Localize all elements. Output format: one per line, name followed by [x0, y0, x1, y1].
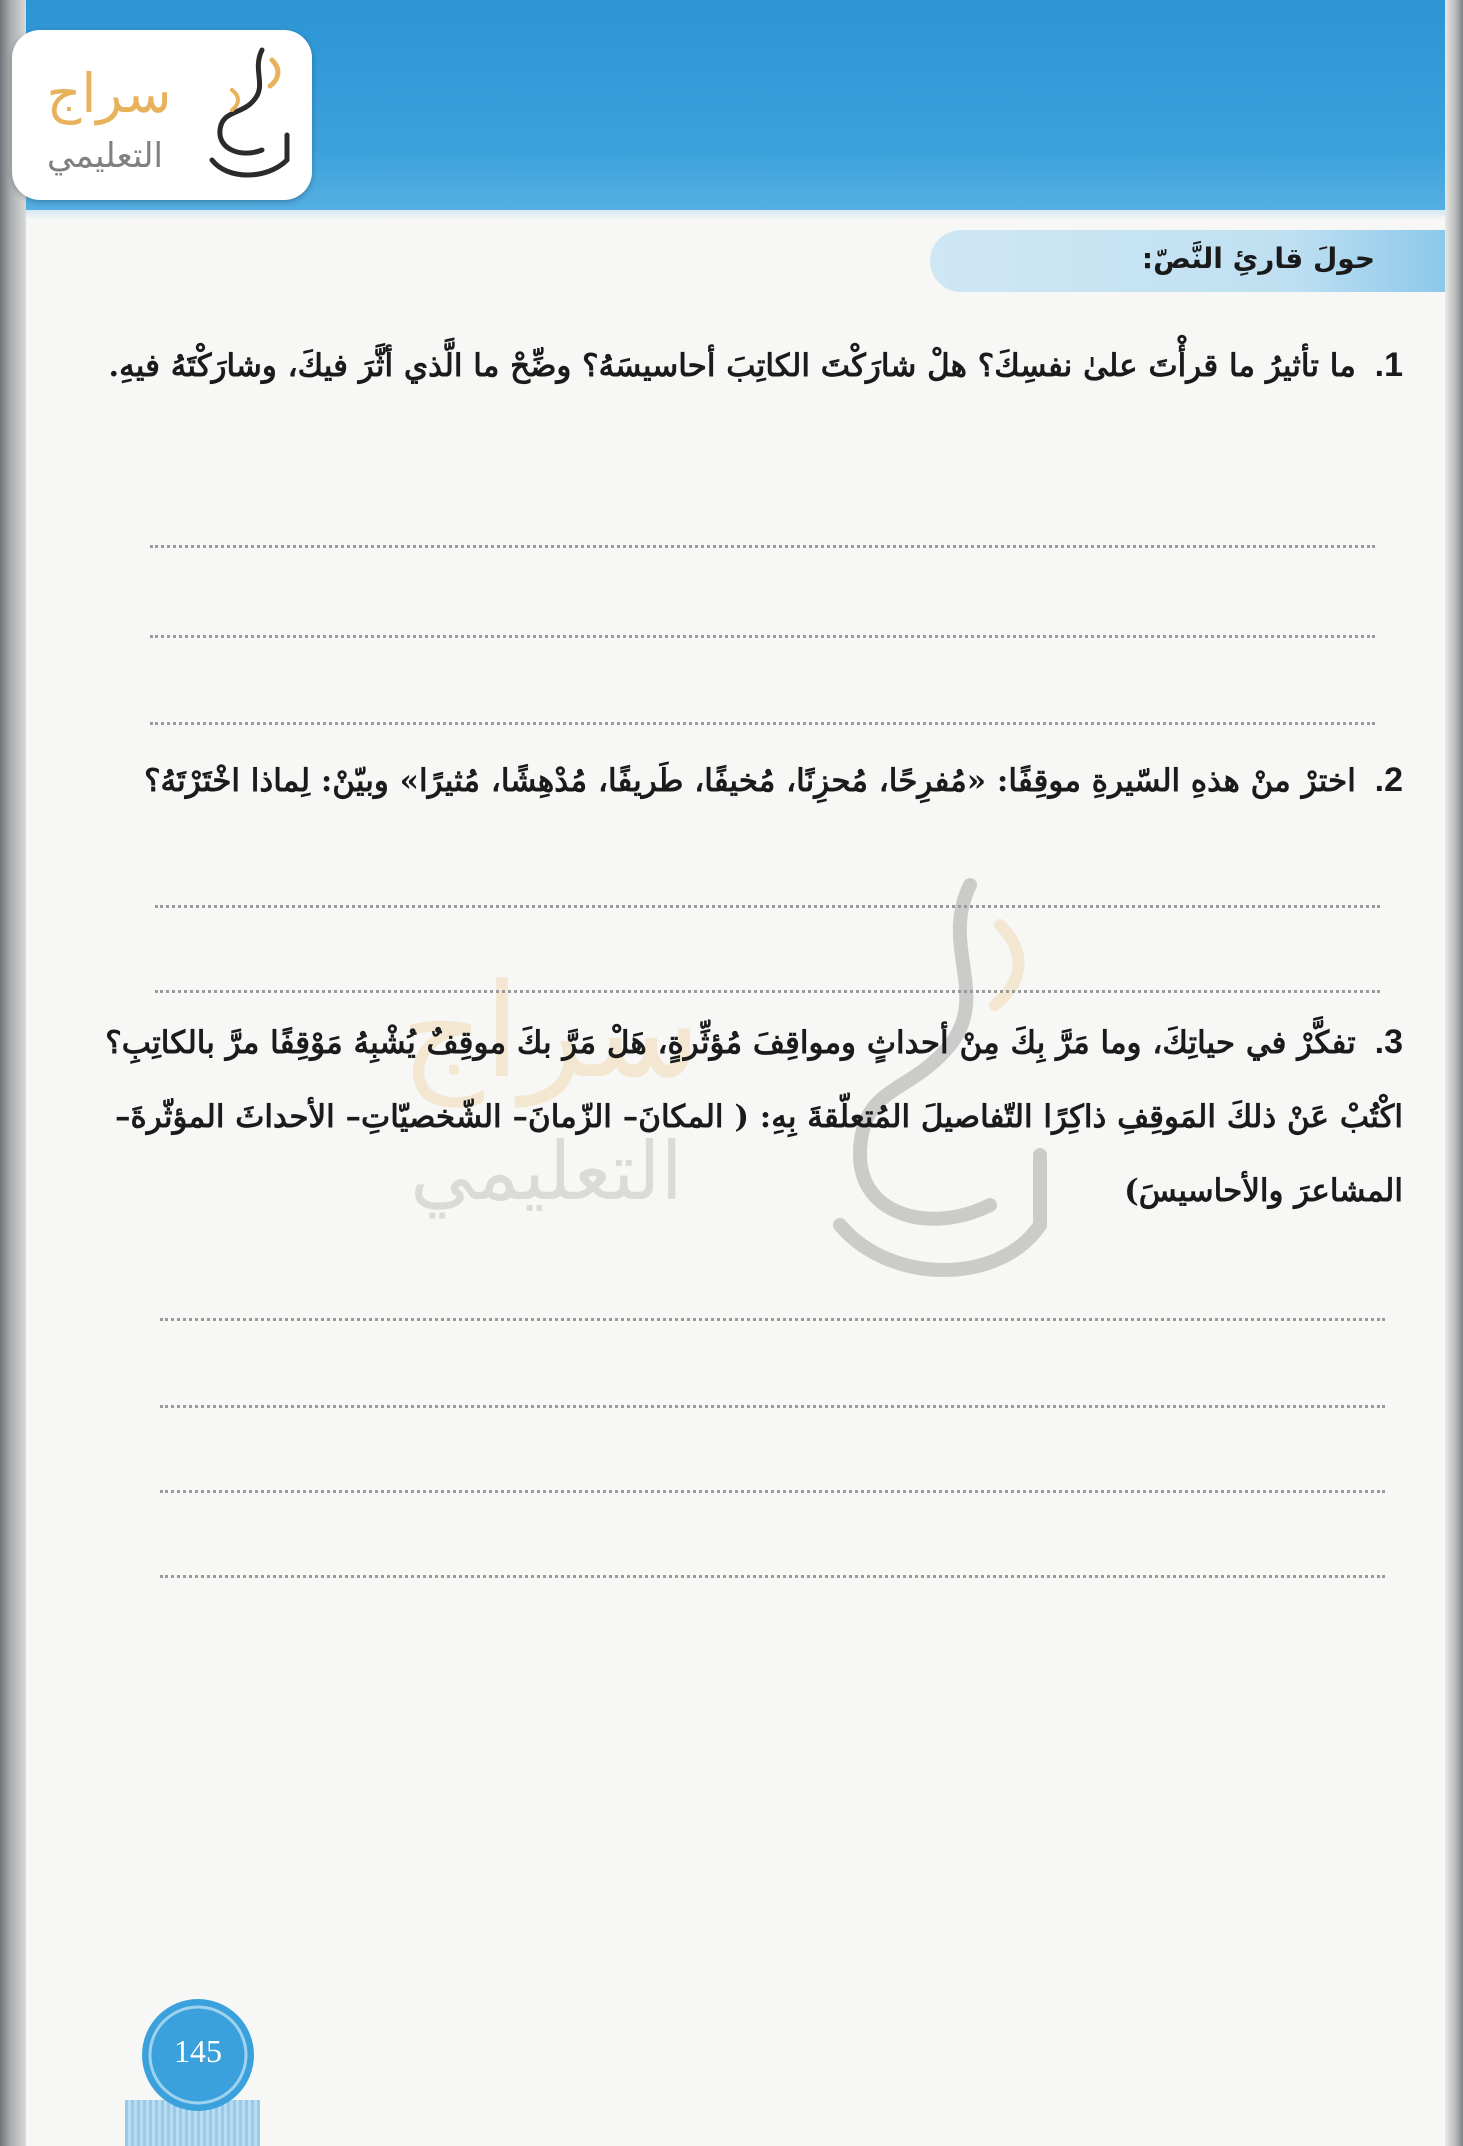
question-number: 1. [1374, 346, 1403, 384]
answer-line[interactable] [160, 1490, 1385, 1493]
watermark-subtitle: التعليمي [410, 1125, 683, 1218]
question-3 [83, 1005, 1403, 1228]
question-2 [83, 745, 1403, 816]
watermark-title: سراج [400, 955, 701, 1107]
page-edge [1445, 0, 1463, 2146]
answer-line[interactable] [160, 1405, 1385, 1408]
question-text: تفكَّرْ في حياتِكَ، وما مَرَّ بِكَ مِنْ أحداثٍ ومواقِفَ مُؤثِّرةٍ، هَلْ مَرَّ بكَ موقِفٌ يُشْبِهُ مَوْقِفًا مرَّ بالكاتِبِ؟ اكْتُبْ عَنْ ذلكَ المَوقِفِ ذاكِرًا التّفاصيلَ المُتعلّقةَ بِهِ: ( المكانَ– الزّمانَ– الشّخصيّاتِ– الأحداثَ المؤثّرةَ– المشاعرَ والأحاسيسَ) [105, 1025, 1403, 1209]
question-number: 3. [1374, 1023, 1403, 1061]
answer-line[interactable] [150, 635, 1375, 638]
answer-line[interactable] [150, 722, 1375, 725]
answer-line[interactable] [155, 990, 1380, 993]
question-number: 2. [1374, 761, 1403, 799]
answer-line[interactable] [160, 1318, 1385, 1321]
logo-subtitle: التعليمي [47, 136, 163, 176]
page-number: 145 [174, 2033, 222, 2069]
siraj-logo [12, 30, 312, 200]
logo-title: سراج [46, 62, 172, 125]
answer-line[interactable] [150, 545, 1375, 548]
answer-line[interactable] [160, 1575, 1385, 1578]
question-text: اخترْ منْ هذهِ السّيرةِ موقِفًا: «مُفرِحًا، مُحزِنًا، مُخيفًا، طَريفًا، مُدْهِشًا، مُثيرًا» وبيّنْ: لِماذا اخْتَرْتَهُ؟ [144, 763, 1356, 799]
section-heading [930, 230, 1445, 292]
question-text: ما تأثيرُ ما قرأْتَ علىٰ نفسِكَ؟ هلْ شارَكْتَ الكاتِبَ أحاسيسَهُ؟ وضِّحْ ما الَّذي أثَّرَ فيكَ، وشارَكْتَهُ فيهِ. [108, 348, 1356, 384]
section-title: حولَ قارئِ النَّصّ: [1141, 242, 1375, 275]
answer-line[interactable] [155, 905, 1380, 908]
question-1 [83, 330, 1403, 401]
calligraphy-logo-icon [192, 40, 302, 190]
book-binding [0, 0, 26, 2146]
